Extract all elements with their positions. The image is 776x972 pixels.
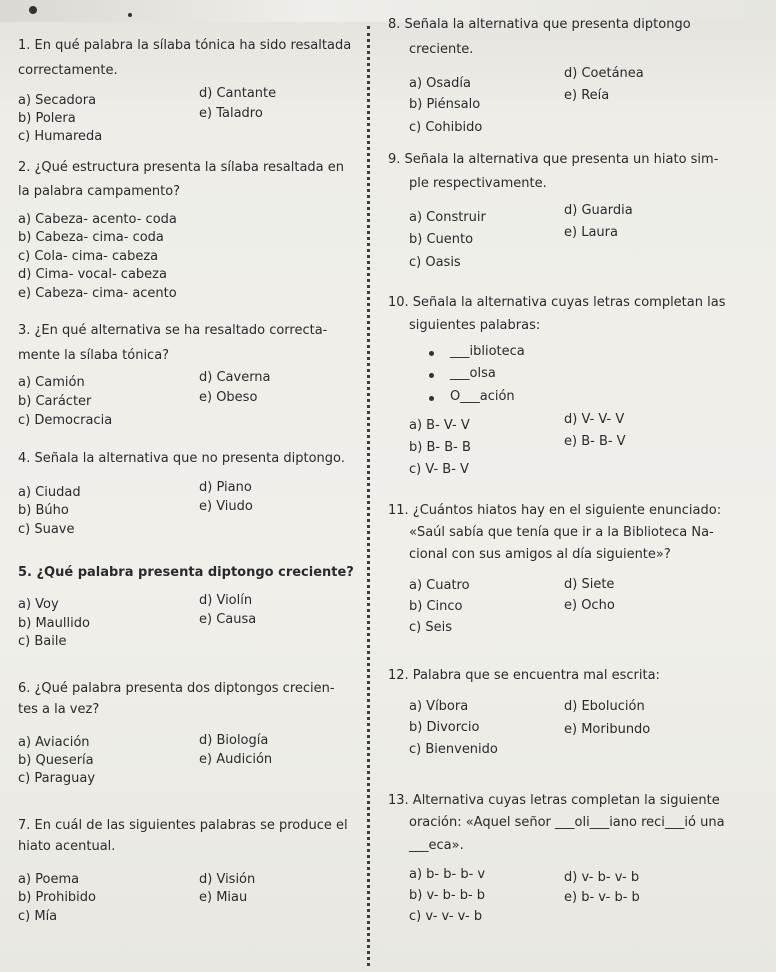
q6-option-a[interactable]: a) Aviación	[18, 735, 90, 750]
q2-option-b[interactable]: b) Cabeza- cima- coda	[18, 230, 164, 245]
q3-option-b[interactable]: b) Carácter	[18, 394, 92, 409]
corner-dot	[29, 6, 37, 14]
q11-option-d[interactable]: d) Siete	[564, 577, 615, 592]
q10-prompt-line1: 10. Señala la alternativa cuyas letras completan las	[388, 295, 726, 310]
q4-option-a[interactable]: a) Ciudad	[18, 485, 81, 500]
q10-option-c[interactable]: c) V- B- V	[409, 462, 469, 477]
q10-word-1: ___iblioteca	[450, 344, 525, 359]
q8-prompt-line2: creciente.	[409, 42, 474, 57]
q6-option-b[interactable]: b) Quesería	[18, 753, 94, 768]
q13-prompt-line2: oración: «Aquel señor ___oli___iano reci___ió una	[409, 815, 725, 830]
q3-option-d[interactable]: d) Caverna	[199, 370, 271, 385]
q4-option-c[interactable]: c) Suave	[18, 522, 75, 537]
q12-option-b[interactable]: b) Divorcio	[409, 720, 480, 735]
q8-option-c[interactable]: c) Cohibido	[409, 120, 483, 135]
q7-prompt-line2: hiato acentual.	[18, 839, 116, 854]
q2-option-a[interactable]: a) Cabeza- acento- coda	[18, 212, 177, 227]
q9-prompt-line1: 9. Señala la alternativa que presenta un hiato sim-	[388, 152, 719, 167]
q13-option-a[interactable]: a) b- b- b- v	[409, 867, 486, 882]
q7-option-c[interactable]: c) Mía	[18, 909, 58, 924]
q2-option-e[interactable]: e) Cabeza- cima- acento	[18, 286, 177, 301]
column-divider	[367, 26, 370, 966]
q11-prompt-line1: 11. ¿Cuántos hiatos hay en el siguiente enunciado:	[388, 503, 722, 518]
q1-option-b[interactable]: b) Polera	[18, 111, 76, 126]
q3-option-c[interactable]: c) Democracia	[18, 413, 113, 428]
q10-prompt-line2: siguientes palabras:	[409, 318, 541, 333]
q2-option-c[interactable]: c) Cola- cima- cabeza	[18, 249, 159, 264]
q4-option-d[interactable]: d) Piano	[199, 480, 252, 495]
q5-option-e[interactable]: e) Causa	[199, 612, 257, 627]
q12-prompt: 12. Palabra que se encuentra mal escrita:	[388, 668, 660, 683]
q10-word-2: ___olsa	[450, 366, 496, 381]
q10-option-a[interactable]: a) B- V- V	[409, 418, 470, 433]
q3-option-e[interactable]: e) Obeso	[199, 390, 258, 405]
q13-prompt-line1: 13. Alternativa cuyas letras completan la siguiente	[388, 793, 720, 808]
q7-option-a[interactable]: a) Poema	[18, 872, 80, 887]
q5-option-d[interactable]: d) Violín	[199, 593, 253, 608]
bullet	[429, 396, 434, 401]
q13-option-c[interactable]: c) v- v- v- b	[409, 909, 483, 924]
q10-option-d[interactable]: d) V- V- V	[564, 412, 625, 427]
q12-option-a[interactable]: a) Víbora	[409, 699, 469, 714]
q10-word-3: O___ación	[450, 389, 515, 404]
q12-option-d[interactable]: d) Ebolución	[564, 699, 645, 714]
q8-option-b[interactable]: b) Piénsalo	[409, 97, 481, 112]
q7-option-b[interactable]: b) Prohibido	[18, 890, 96, 905]
small-dot	[128, 13, 132, 17]
q10-option-e[interactable]: e) B- B- V	[564, 434, 626, 449]
q1-prompt-line1: 1. En qué palabra la sílaba tónica ha sido resaltada	[18, 38, 352, 53]
q6-option-d[interactable]: d) Biología	[199, 733, 269, 748]
q6-option-c[interactable]: c) Paraguay	[18, 771, 96, 786]
q8-option-a[interactable]: a) Osadía	[409, 76, 471, 91]
q2-option-d[interactable]: d) Cima- vocal- cabeza	[18, 267, 167, 282]
q9-option-b[interactable]: b) Cuento	[409, 232, 474, 247]
q9-option-c[interactable]: c) Oasis	[409, 255, 461, 270]
q13-option-e[interactable]: e) b- v- b- b	[564, 890, 640, 905]
q12-option-c[interactable]: c) Bienvenido	[409, 742, 498, 757]
q5-option-b[interactable]: b) Maullido	[18, 616, 90, 631]
q5-option-c[interactable]: c) Baile	[18, 634, 67, 649]
q5-prompt: 5. ¿Qué palabra presenta diptongo creciente?	[18, 565, 354, 580]
q8-prompt-line1: 8. Señala la alternativa que presenta diptongo	[388, 17, 691, 32]
q11-option-c[interactable]: c) Seis	[409, 620, 452, 635]
q1-option-a[interactable]: a) Secadora	[18, 93, 97, 108]
q7-option-e[interactable]: e) Miau	[199, 890, 248, 905]
q13-option-d[interactable]: d) v- b- v- b	[564, 870, 640, 885]
q9-option-d[interactable]: d) Guardia	[564, 203, 633, 218]
q1-option-e[interactable]: e) Taladro	[199, 106, 263, 121]
q6-prompt-line1: 6. ¿Qué palabra presenta dos diptongos crecien-	[18, 681, 335, 696]
q2-prompt-line1: 2. ¿Qué estructura presenta la sílaba resaltada en	[18, 160, 345, 175]
q1-option-d[interactable]: d) Cantante	[199, 86, 277, 101]
q13-option-b[interactable]: b) v- b- b- b	[409, 888, 486, 903]
bullet	[429, 351, 434, 356]
q4-prompt: 4. Señala la alternativa que no presenta diptongo.	[18, 451, 345, 466]
q6-option-e[interactable]: e) Audición	[199, 752, 273, 767]
q2-prompt-line2: la palabra campamento?	[18, 184, 181, 199]
q13-prompt-line3: ___eca».	[409, 838, 464, 853]
q4-option-b[interactable]: b) Búho	[18, 503, 69, 518]
q11-prompt-line2: «Saúl sabía que tenía que ir a la Biblioteca Na-	[409, 525, 714, 540]
q4-option-e[interactable]: e) Viudo	[199, 499, 253, 514]
bullet	[429, 373, 434, 378]
q3-prompt-line2: mente la sílaba tónica?	[18, 348, 170, 363]
q7-option-d[interactable]: d) Visión	[199, 872, 256, 887]
q9-prompt-line2: ple respectivamente.	[409, 176, 547, 191]
q6-prompt-line2: tes a la vez?	[18, 702, 100, 717]
q1-option-c[interactable]: c) Humareda	[18, 129, 103, 144]
q11-option-b[interactable]: b) Cinco	[409, 599, 463, 614]
q7-prompt-line1: 7. En cuál de las siguientes palabras se produce el	[18, 818, 348, 833]
q11-prompt-line3: cional con sus amigos al día siguiente»?	[409, 547, 671, 562]
q12-option-e[interactable]: e) Moribundo	[564, 722, 651, 737]
q8-option-e[interactable]: e) Reía	[564, 88, 610, 103]
q8-option-d[interactable]: d) Coetánea	[564, 66, 644, 81]
q3-prompt-line1: 3. ¿En qué alternativa se ha resaltado correcta-	[18, 323, 328, 338]
q5-option-a[interactable]: a) Voy	[18, 597, 59, 612]
q9-option-a[interactable]: a) Construir	[409, 210, 486, 225]
q3-option-a[interactable]: a) Camión	[18, 375, 85, 390]
q1-prompt-line2: correctamente.	[18, 63, 118, 78]
q11-option-e[interactable]: e) Ocho	[564, 598, 615, 613]
q11-option-a[interactable]: a) Cuatro	[409, 578, 470, 593]
q9-option-e[interactable]: e) Laura	[564, 225, 618, 240]
q10-option-b[interactable]: b) B- B- B	[409, 440, 471, 455]
